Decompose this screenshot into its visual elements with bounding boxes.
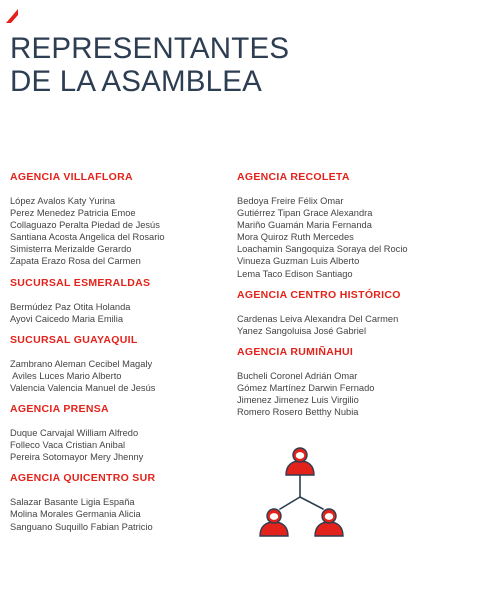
name-list — [10, 195, 235, 268]
representative-name: Pereira Sotomayor Mery Jhenny — [10, 452, 144, 463]
section-sucursal-esmeraldas — [10, 276, 235, 325]
representative-name: Bedoya Freire Félix Omar — [237, 196, 344, 206]
representative-name: López Avalos Katy Yurina — [10, 196, 116, 206]
representative-name: Lema Taco Edison Santiago — [237, 268, 353, 279]
representative-name: Salazar Basante Ligia España — [10, 497, 135, 508]
people-network-icon — [258, 442, 358, 542]
page-title-line-1: REPRESENTANTES — [10, 32, 290, 65]
representative-name: Santiana Acosta Angelica del Rosario — [10, 232, 165, 243]
section-heading: AGENCIA QUICENTRO SUR — [10, 472, 156, 485]
person-left-icon — [260, 509, 288, 536]
representative-name: Yanez Sangoluisa José Gabriel — [237, 325, 367, 336]
representative-name: Vinueza Guzman Luis Alberto — [237, 256, 360, 267]
name-list — [10, 427, 235, 463]
section-heading: AGENCIA RUMIÑAHUI — [237, 345, 354, 358]
representative-name: Jimenez Jimenez Luis Virgilio — [237, 395, 359, 406]
representative-name: Valencia Valencia Manuel de Jesús — [10, 382, 156, 393]
representative-name: Gómez Martínez Darwin Fernado — [237, 382, 375, 393]
section-heading: AGENCIA VILLAFLORA — [10, 171, 133, 183]
representative-name: Collaguazo Peralta Piedad de Jesús — [10, 220, 160, 231]
section-heading: AGENCIA RECOLETA — [237, 171, 350, 183]
representative-name: Ayovi Caicedo Maria Emilia — [10, 313, 123, 324]
representative-name: Sanguano Suquillo Fabian Patricio — [10, 521, 153, 532]
name-list — [237, 195, 462, 280]
name-list — [237, 313, 462, 337]
section-heading: SUCURSAL GUAYAQUIL — [10, 333, 138, 346]
representative-name: Loachamin Sangoquiza Soraya del Rocio — [237, 244, 408, 255]
representative-name: Simisterra Merizalde Gerardo — [10, 244, 132, 255]
section-agencia-centro-historico — [237, 288, 462, 337]
representative-name: Perez Menedez Patricia Emoe — [10, 208, 136, 219]
representative-name: Zambrano Aleman Cecibel Magaly — [10, 358, 153, 369]
name-list — [10, 358, 235, 394]
section-agencia-recoleta — [237, 170, 462, 280]
name-list — [10, 496, 235, 532]
person-right-icon — [315, 509, 343, 536]
representative-name: Bermúdez Paz Otita Holanda — [10, 301, 131, 312]
section-sucursal-guayaquil — [10, 333, 235, 394]
representative-name: Cardenas Leiva Alexandra Del Carmen — [237, 313, 399, 324]
section-agencia-villaflora — [10, 170, 235, 268]
page-title — [10, 32, 289, 98]
representative-name: Duque Carvajal William Alfredo — [10, 428, 139, 439]
representative-name: Mariño Guamán Maria Fernanda — [237, 220, 372, 231]
representative-name: Molina Morales Germania Alicia — [10, 509, 141, 520]
red-corner-triangle-icon — [6, 9, 18, 23]
representative-name: Mora Quiroz Ruth Mercedes — [237, 232, 354, 243]
section-agencia-quicentro-sur — [10, 471, 235, 532]
representative-name: Romero Rosero Betthy Nubia — [237, 407, 359, 418]
left-column — [10, 170, 235, 541]
representative-name: Aviles Luces Mario Alberto — [10, 370, 122, 381]
representative-name: Gutiérrez Tipan Grace Alexandra — [237, 208, 373, 219]
section-heading: AGENCIA PRENSA — [10, 403, 109, 416]
section-heading: AGENCIA CENTRO HISTÓRICO — [237, 288, 401, 301]
section-agencia-prensa — [10, 402, 235, 463]
representative-name: Folleco Vaca Cristian Anibal — [10, 440, 126, 451]
right-column — [237, 170, 462, 426]
name-list — [237, 370, 462, 418]
representative-name: Bucheli Coronel Adrián Omar — [237, 370, 358, 381]
page-title-line-2: DE LA ASAMBLEA — [10, 65, 263, 98]
representative-name: Zapata Erazo Rosa del Carmen — [10, 256, 141, 267]
name-list — [10, 301, 235, 325]
person-top-icon — [286, 448, 314, 475]
section-agencia-ruminahui — [237, 345, 462, 418]
section-heading: SUCURSAL ESMERALDAS — [10, 276, 151, 289]
